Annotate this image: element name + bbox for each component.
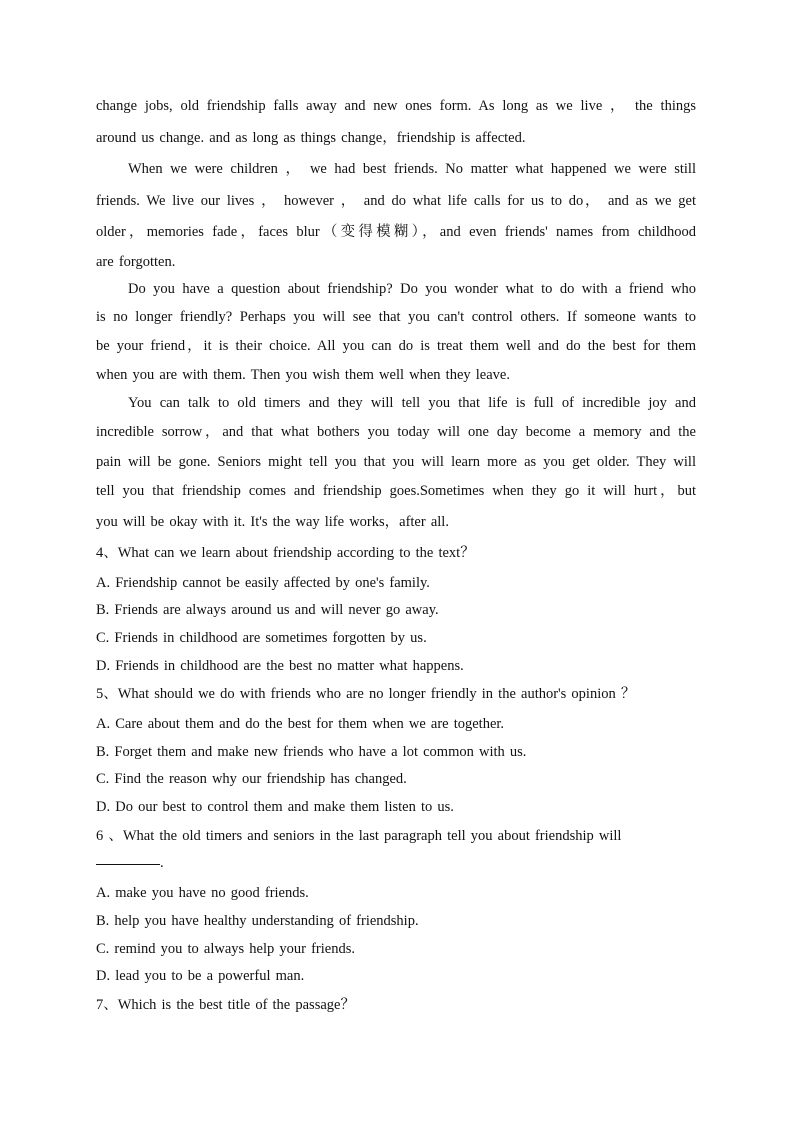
passage-line: You can talk to old timers and they will tell you that life is full of incredible joy and <box>128 395 696 411</box>
question-text: What should we do with friends who are no longer friendly in the author's opinion ？ <box>117 686 636 702</box>
question-number: 4、 <box>96 545 118 561</box>
option-c: C. Friends in childhood are sometimes forgotten by us. <box>96 630 427 646</box>
option-d: D. Friends in childhood are the best no matter what happens. <box>96 658 464 674</box>
option-a: A. Friendship cannot be easily affected by one's family. <box>96 575 430 591</box>
passage-line: incredible sorrow，and that what bothers you today will one day become a memory and the <box>96 424 696 440</box>
passage-line: pain will be gone. Seniors might tell you that you will learn more as you get older. They will <box>96 454 696 470</box>
passage-line: when you are with them. Then you wish them well when they leave. <box>96 367 510 383</box>
question-text: What can we learn about friendship according to the text？ <box>117 545 475 561</box>
passage-line: change jobs, old friendship falls away and new ones form. As long as we live ， the things <box>96 98 696 114</box>
passage-line: are forgotten. <box>96 254 176 270</box>
option-b: B. help you have healthy understanding of friendship. <box>96 913 419 929</box>
question-text: What the old timers and seniors in the last paragraph tell you about friendship will <box>122 828 622 844</box>
passage-line: you will be okay with it. It's the way life works，after all. <box>96 514 449 530</box>
question-number: 6 、 <box>96 828 123 844</box>
option-b: B. Friends are always around us and will never go away. <box>96 602 439 618</box>
option-a: A. make you have no good friends. <box>96 885 309 901</box>
blank-period: . <box>160 855 164 871</box>
passage-line: friends. We live our lives ， however ， and do what life calls for us to do， and as we get <box>96 193 696 209</box>
passage-line: older，memories fade，faces blur（变得模糊），and even friends' names from childhood <box>96 224 696 240</box>
question-stem <box>96 826 696 846</box>
passage-line: around us change. and as long as things change，friendship is affected. <box>96 130 526 146</box>
option-b: B. Forget them and make new friends who have a lot common with us. <box>96 744 527 760</box>
passage-line: is no longer friendly? Perhaps you will see that you can't control others. If someone wants to <box>96 309 696 325</box>
option-d: D. lead you to be a powerful man. <box>96 968 305 984</box>
option-c: C. Find the reason why our friendship has changed. <box>96 771 407 787</box>
question-stem <box>96 543 696 563</box>
option-d: D. Do our best to control them and make them listen to us. <box>96 799 454 815</box>
question-text: Which is the best title of the passage？ <box>117 997 355 1013</box>
question-number: 5、 <box>96 686 118 702</box>
passage-line: When we were children ， we had best friends. No matter what happened we were still <box>128 161 696 177</box>
question-stem <box>96 684 696 704</box>
question-number: 7、 <box>96 997 118 1013</box>
passage-line: tell you that friendship comes and friendship goes.Sometimes when they go it will hurt，but <box>96 483 696 499</box>
option-c: C. remind you to always help your friends. <box>96 941 355 957</box>
question-stem <box>96 995 696 1015</box>
option-a: A. Care about them and do the best for them when we are together. <box>96 716 505 732</box>
passage-line: Do you have a question about friendship? Do you wonder what to do with a friend who <box>128 281 696 297</box>
passage-line: be your friend，it is their choice. All you can do is treat them well and do the best for them <box>96 338 696 354</box>
answer-blank <box>96 864 160 865</box>
